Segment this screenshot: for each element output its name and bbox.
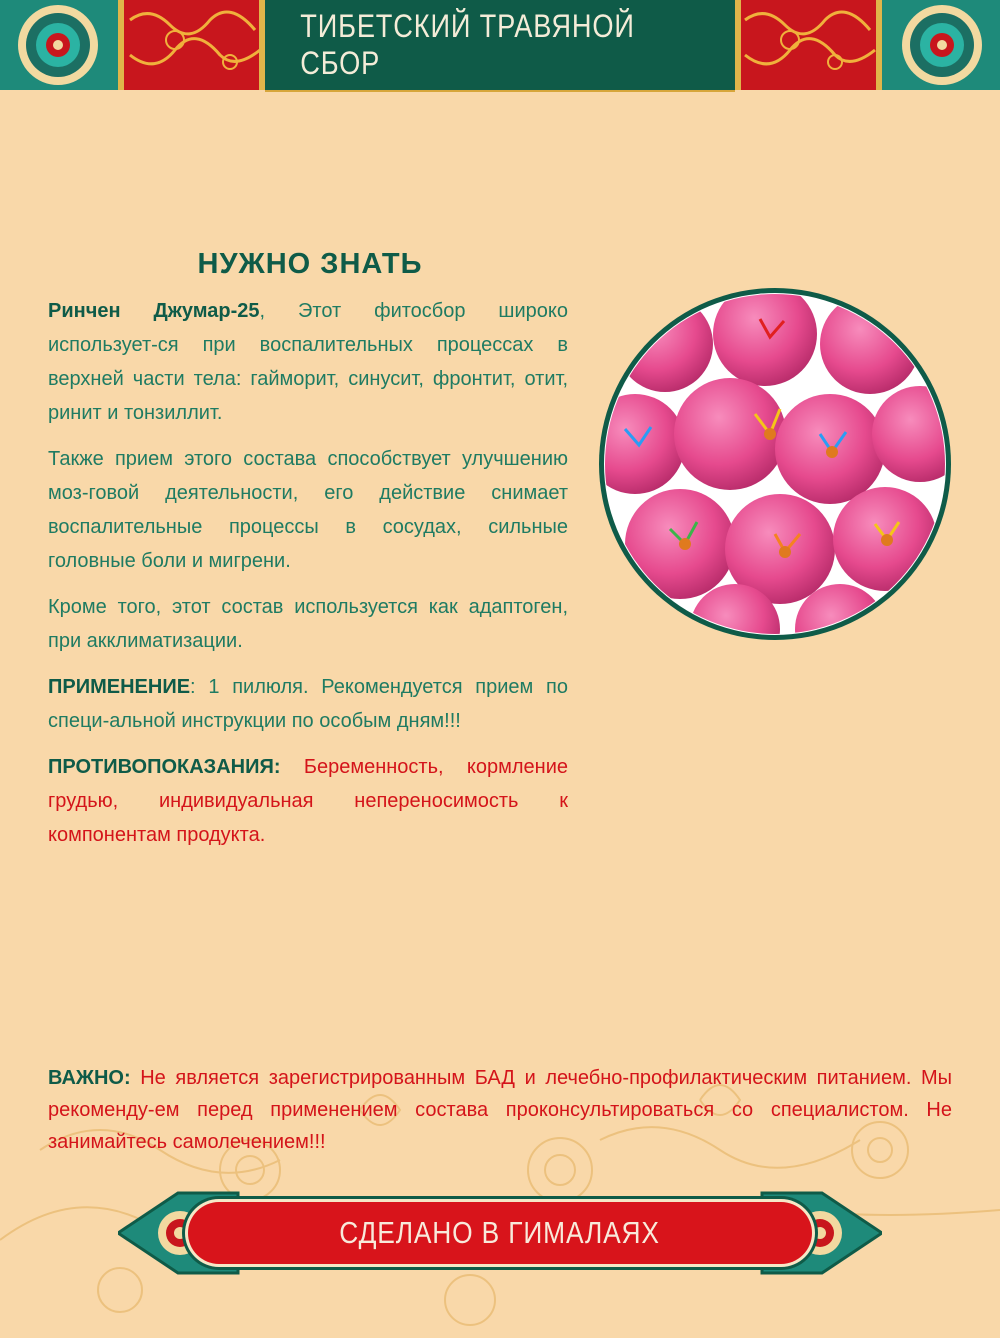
paragraph-usage bbox=[48, 670, 568, 738]
page-title: ТИБЕТСКИЙ ТРАВЯНОЙ СБОР bbox=[300, 8, 635, 81]
usage-text: : 1 пилюля. Рекомендуется прием по специ-альной инструкции по особым дням!!! bbox=[48, 676, 568, 732]
usage-label: ПРИМЕНЕНИЕ bbox=[48, 676, 191, 698]
footer-banner-wrap bbox=[118, 1188, 882, 1278]
footer-banner bbox=[188, 1202, 812, 1264]
contraindications-colon: : bbox=[273, 756, 304, 778]
important-label: ВАЖНО bbox=[48, 1067, 124, 1089]
paragraph-description-text: , Этот фитосбор широко использует-ся при воспалительных процессах в верхней части тела: гайморит, синусит, фронтит, отит, ринит и тонзиллит. bbox=[48, 300, 568, 424]
header-ornament-right bbox=[735, 0, 1000, 90]
important-colon: : bbox=[123, 1067, 141, 1089]
important-notice bbox=[48, 1062, 952, 1158]
info-text-block bbox=[48, 294, 568, 864]
product-photo bbox=[595, 284, 955, 644]
contraindications-text: Беременность, кормление грудью, индивидуальная непереносимость к компонентам продукта. bbox=[48, 756, 568, 846]
contraindications-label: ПРОТИВОПОКАЗАНИЯ bbox=[48, 756, 274, 778]
footer-title: СДЕЛАНО В ГИМАЛАЯХ bbox=[339, 1215, 661, 1250]
paragraph-benefits: Также прием этого состава способствует улучшению моз-говой деятельности, его действие снимает воспалительные процессы в сосудах, сильные головные боли и мигрени. bbox=[48, 448, 568, 572]
header-ornament-left bbox=[0, 0, 265, 90]
paragraph-contraindications bbox=[48, 750, 568, 852]
section-title: НУЖНО ЗНАТЬ bbox=[197, 248, 423, 280]
important-text: Не является зарегистрированным БАД и лечебно-профилактическим питанием. Мы рекоменду-ем перед применением состава проконсультироваться со специалистом. Не занимайтесь самолечением!!! bbox=[48, 1067, 953, 1153]
paragraph-adaptogen: Кроме того, этот состав используется как адаптоген, при акклиматизации. bbox=[48, 596, 568, 652]
header-title-bar bbox=[265, 0, 735, 92]
paragraph-description bbox=[48, 294, 568, 430]
product-name: Ринчен Джумар-25 bbox=[48, 300, 260, 322]
